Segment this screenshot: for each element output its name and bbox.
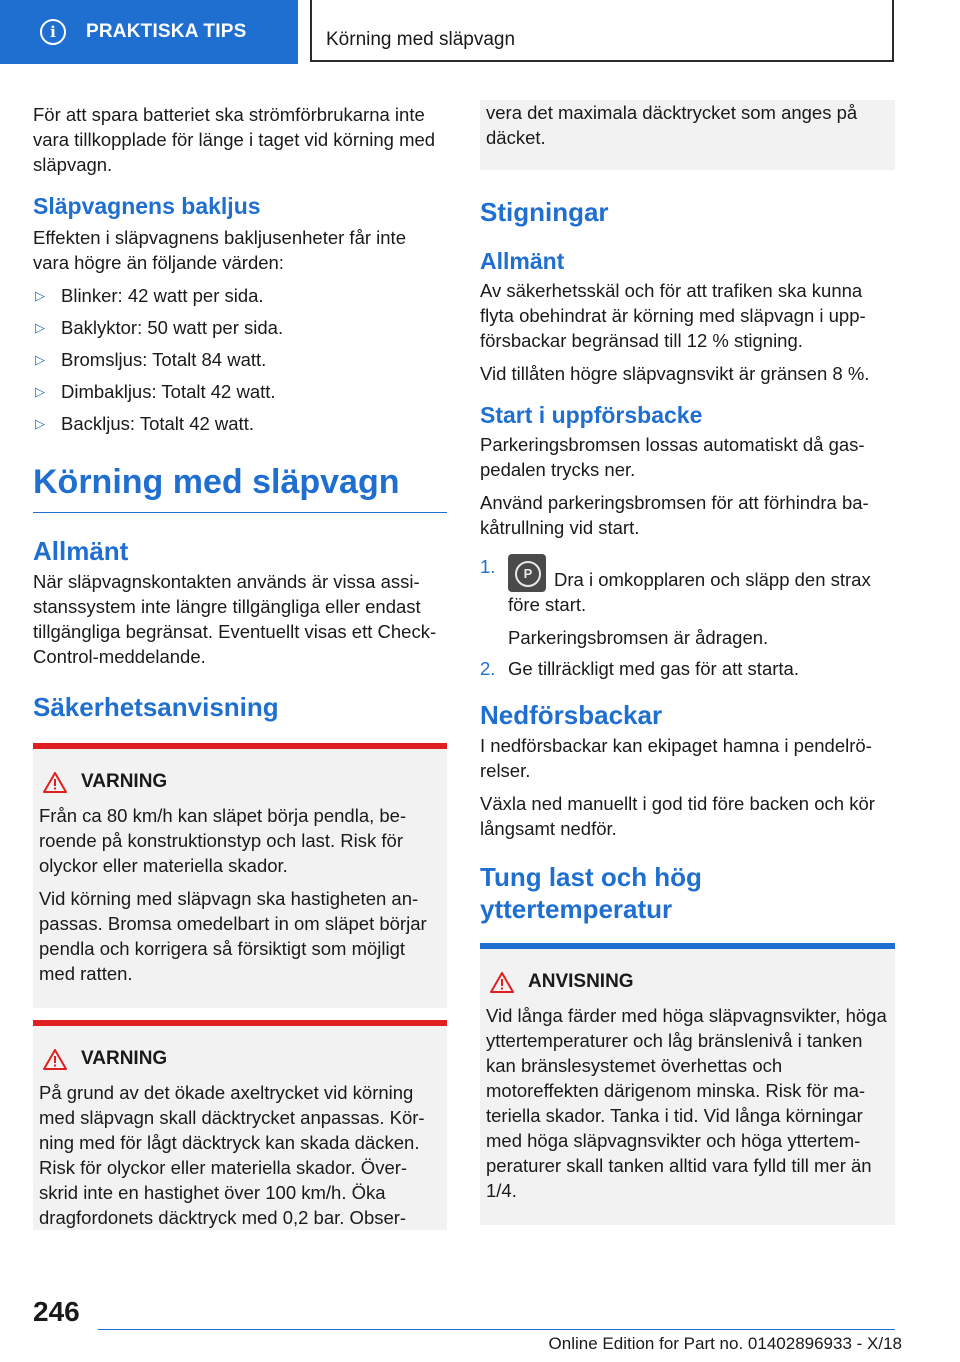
list-item: ▷ Baklyktor: 50 watt per sida. — [35, 317, 284, 338]
warning-text: Vid körning med släpvagn ska hastigheten an-passas. Bromsa omedelbart in om släpet börjar pendla och korrigera så försiktigt som möjligt med ratten. — [39, 888, 427, 984]
triangle-bullet-icon: ▷ — [35, 416, 45, 431]
left-column — [33, 102, 447, 1230]
step-result: Parkeringsbromsen är ådragen. — [508, 627, 769, 648]
uphill-heading: Start i uppförsbacke — [480, 402, 703, 428]
steps-list — [480, 554, 895, 681]
safety-heading: Säkerhetsanvisning — [33, 692, 279, 722]
list-item: ▷ Backljus: Totalt 42 watt. — [35, 413, 254, 434]
warning-triangle-icon — [43, 1049, 67, 1070]
warning-triangle-icon — [490, 972, 514, 993]
warning-text: vera det maximala däcktrycket som anges på däcket. — [486, 102, 858, 148]
list-item: ▷ Blinker: 42 watt per sida. — [35, 285, 264, 306]
slopes-heading: Stigningar — [480, 197, 609, 227]
warning-box-2 — [33, 1020, 447, 1230]
edition-text: Online Edition for Part no. 01402896933 - X/18 — [548, 1334, 902, 1353]
slopes-text: Av säkerhetsskäl och för att trafiken ska kunna flyta obehindrat är körning med släpvagn i upp-försbackar begränsad till 12 % stigning. — [480, 280, 866, 351]
warning-text: Från ca 80 km/h kan släpet börja pendla, be-roende på konstruktionstyp och last. Risk för olyckor eller materiella skador. — [39, 805, 407, 876]
triangle-bullet-icon: ▷ — [35, 352, 45, 367]
downhill-heading: Nedförsbackar — [480, 700, 663, 730]
triangle-bullet-icon: ▷ — [35, 320, 45, 335]
notice-box — [480, 943, 895, 1225]
general-text: När släpvagnskontakten används är vissa assi-stanssystem inte längre tillgängliga eller endast tillgängliga begränsat. Eventuellt visas ett Check-Control-meddelande. — [33, 571, 437, 667]
page-number: 246 — [33, 1296, 80, 1327]
uphill-text: Parkeringsbromsen lossas automatiskt då gas-pedalen trycks ner. — [480, 434, 865, 480]
section-tab — [0, 0, 298, 64]
info-icon: i — [40, 19, 66, 45]
footer-divider — [98, 1329, 895, 1330]
slopes-general-heading: Allmänt — [480, 248, 565, 274]
list-item: ▷ Bromsljus: Totalt 84 watt. — [35, 349, 267, 370]
taillights-text: Effekten i släpvagnens bakljusenheter får inte vara högre än följande värden: — [33, 227, 406, 273]
chapter-header — [310, 0, 894, 62]
warning-box-1 — [33, 743, 447, 1008]
warning-triangle-icon — [43, 772, 67, 793]
chapter-title: Körning med släpvagn — [326, 29, 516, 50]
main-heading: Körning med släpvagn — [33, 460, 447, 513]
triangle-bullet-icon: ▷ — [35, 288, 45, 303]
intro-text: För att spara batteriet ska strömförbrukarna inte vara tillkopplade för länge i taget vid körning med släpvagn. — [33, 104, 436, 175]
step-item: 1. P Dra i omkopplaren och släpp den strax före start. Parkeringsbromsen är ådragen. — [480, 554, 895, 650]
step-item: 2. Ge tillräckligt med gas för att starta. — [480, 658, 799, 679]
taillights-heading: Släpvagnens bakljus — [33, 193, 261, 219]
taillights-list — [33, 283, 447, 436]
general-heading: Allmänt — [33, 536, 129, 566]
warning-text: På grund av det ökade axeltrycket vid körning med släpvagn skall däcktrycket anpassas. Kör-ning med för lågt däcktryck kan skada däcken. Risk för olyckor eller materiella skador. Över-skrid inte en hastighet över 100 km/h. Öka dragfordonets däcktryck med 0,2 bar. Obser- — [39, 1082, 425, 1228]
downhill-text: I nedförsbackar kan ekipaget hamna i pendelrö-relser. — [480, 735, 872, 781]
triangle-bullet-icon: ▷ — [35, 384, 45, 399]
list-item: ▷ Dimbakljus: Totalt 42 watt. — [35, 381, 276, 402]
notice-title: ANVISNING — [528, 971, 634, 992]
warning-title: VARNING — [81, 1048, 168, 1069]
right-column — [480, 102, 895, 1225]
section-label: PRAKTISKA TIPS — [86, 21, 247, 42]
notice-text: Vid långa färder med höga släpvagnsvikter, höga yttertemperaturer och låg bränslenivå i tanken kan bränslesystemet överhettas och motoreffekten därigenom minska. Risk för ma-teriella skador. Tanka i tid. Vid långa körningar med höga släpvagnsvikter och höga yttertem-peraturer skall tanken alltid vara fylld till mer än 1/4. — [486, 1005, 887, 1201]
uphill-text: Använd parkeringsbromsen för att förhindra ba-kåtrullning vid start. — [480, 492, 869, 538]
parking-brake-icon: P — [508, 554, 546, 592]
heavy-heading: Tung last och hög yttertemperatur — [480, 862, 702, 924]
downhill-text: Växla ned manuellt i god tid före backen och kör långsamt nedför. — [480, 793, 875, 839]
slopes-text: Vid tillåten högre släpvagnsvikt är gränsen 8 %. — [480, 363, 870, 384]
warning-title: VARNING — [81, 771, 168, 792]
warning-box-2-continued — [480, 100, 895, 170]
